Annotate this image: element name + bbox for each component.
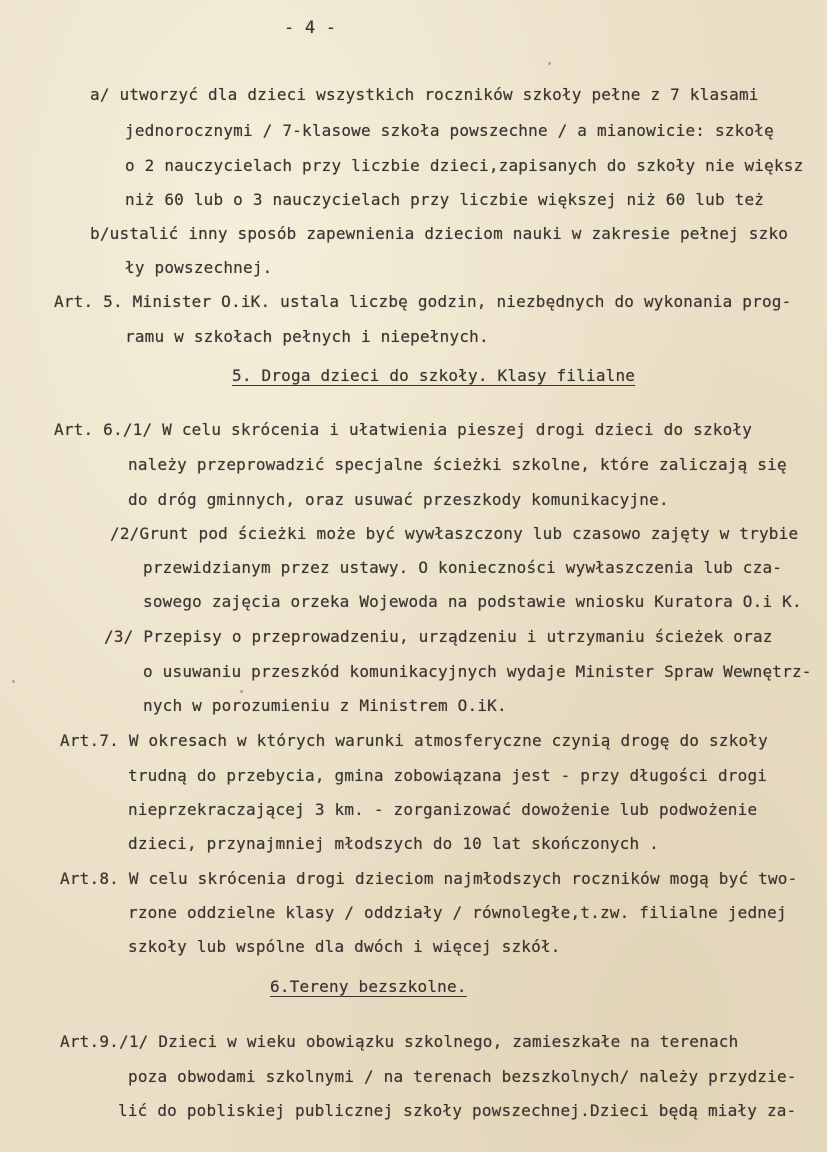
text-line: b/ustalić inny sposób zapewnienia dzieciom nauki w zakresie pełnej szko <box>90 224 789 243</box>
page-number: - 4 - <box>284 18 337 38</box>
text-line: /3/ Przepisy o przeprowadzeniu, urządzeniu i utrzymaniu ścieżek oraz <box>104 627 773 646</box>
text-line: należy przeprowadzić specjalne ścieżki szkolne, które zaliczają się <box>128 455 787 474</box>
section-heading: 5. Droga dzieci do szkoły. Klasy filialne <box>232 366 636 385</box>
text-line: nieprzekraczającej 3 km. - zorganizować dowożenie lub podwożenie <box>128 800 758 819</box>
text-line: szkoły lub wspólne dla dwóch i więcej szkół. <box>128 937 561 956</box>
section-heading: 6.Tereny bezszkolne. <box>270 977 467 996</box>
paper-speck <box>12 680 15 683</box>
text-line: Art. 6./1/ W celu skrócenia i ułatwienia pieszej drogi dzieci do szkoły <box>54 420 753 439</box>
text-line: /2/Grunt pod ścieżki może być wywłaszczony lub czasowo zajęty w trybie <box>110 524 799 543</box>
text-line: sowego zajęcia orzeka Wojewoda na podstawie wniosku Kuratora O.i K. <box>143 592 802 611</box>
text-line: rzone oddzielne klasy / oddziały / równoległe,t.zw. filialne jednej <box>128 903 787 922</box>
text-line: nych w porozumieniu z Ministrem O.iK. <box>143 696 507 715</box>
text-line: o 2 nauczycielach przy liczbie dzieci,zapisanych do szkoły nie większ <box>125 156 804 175</box>
text-line: ły powszechnej. <box>125 258 273 277</box>
text-line: trudną do przebycia, gmina zobowiązana jest - przy długości drogi <box>128 766 768 785</box>
text-line: przewidzianym przez ustawy. O konieczności wywłaszczenia lub cza- <box>143 558 783 577</box>
text-line: niż 60 lub o 3 nauczycielach przy liczbie większej niż 60 lub też <box>125 190 765 209</box>
text-line: a/ utworzyć dla dzieci wszystkich roczników szkoły pełne z 7 klasami <box>90 85 759 104</box>
text-line: Art. 5. Minister O.iK. ustala liczbę godzin, niezbędnych do wykonania prog- <box>54 292 792 311</box>
text-line: do dróg gminnych, oraz usuwać przeszkody komunikacyjne. <box>128 490 669 509</box>
text-line: Art.8. W celu skrócenia drogi dzieciom najmłodszych roczników mogą być two- <box>60 869 798 888</box>
text-line: jednorocznymi / 7-klasowe szkoła powszechne / a mianowicie: szkołę <box>125 121 774 140</box>
text-line: poza obwodami szkolnymi / na terenach bezszkolnych/ należy przydzie- <box>128 1067 797 1086</box>
text-line: ramu w szkołach pełnych i niepełnych. <box>125 327 489 346</box>
text-line: lić do pobliskiej publicznej szkoły powszechnej.Dzieci będą miały za- <box>118 1101 797 1120</box>
text-line: dzieci, przynajmniej młodszych do 10 lat skończonych . <box>128 834 659 853</box>
text-line: Art.7. W okresach w których warunki atmosferyczne czynią drogę do szkoły <box>60 731 768 750</box>
paper-speck <box>548 62 551 65</box>
text-line: Art.9./1/ Dzieci w wieku obowiązku szkolnego, zamieszkałe na terenach <box>60 1032 739 1051</box>
text-line: o usuwaniu przeszkód komunikacyjnych wydaje Minister Spraw Wewnętrz- <box>143 662 812 681</box>
paper-speck <box>240 690 243 693</box>
